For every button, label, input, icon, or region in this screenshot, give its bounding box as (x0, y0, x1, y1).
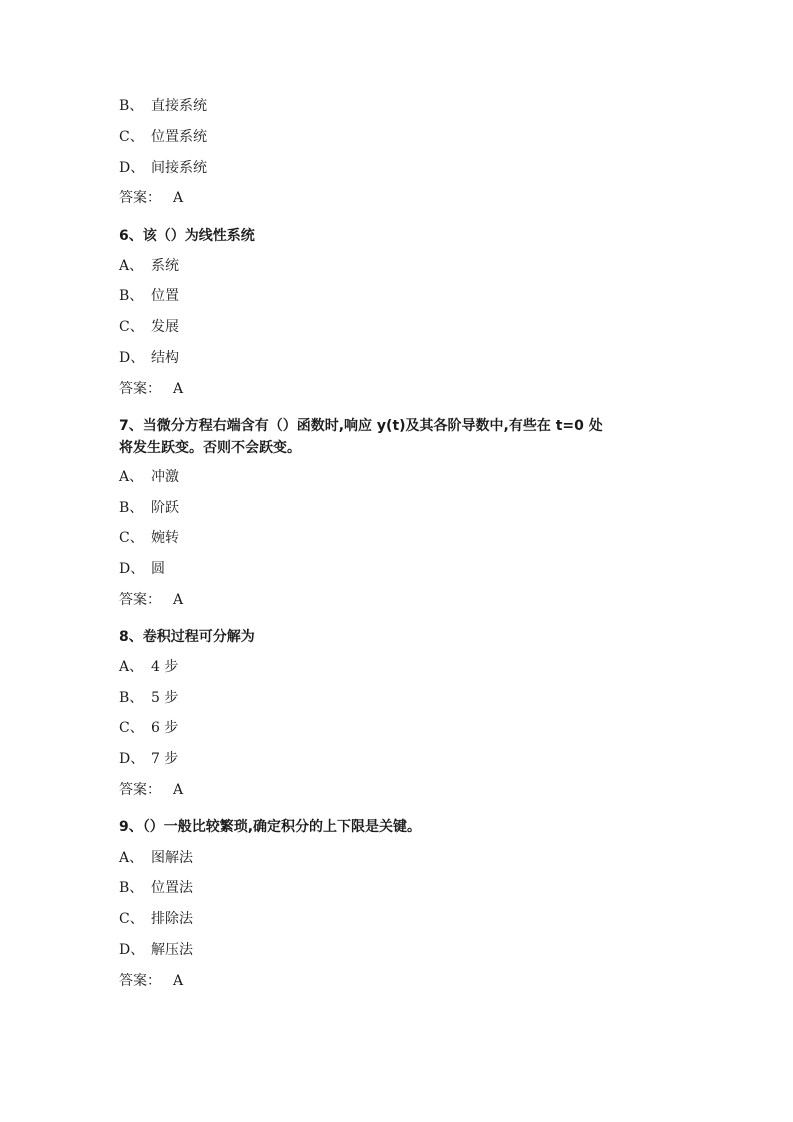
option-text: 7 步 (151, 751, 179, 767)
option-c (119, 911, 193, 927)
option-text: 直接系统 (151, 98, 207, 114)
option-a (119, 659, 178, 675)
option-b (119, 288, 179, 304)
option-c (119, 720, 178, 736)
option-a (119, 258, 179, 274)
option-letter: D、 (119, 561, 145, 577)
option-letter: D、 (119, 160, 145, 176)
answer-value: A (173, 782, 184, 798)
option-letter: D、 (119, 751, 145, 767)
answer-value: A (173, 190, 184, 206)
option-d (119, 350, 179, 366)
option-c (119, 319, 179, 335)
option-b (119, 98, 207, 114)
option-letter: A、 (119, 659, 144, 675)
answer-value: A (173, 592, 184, 608)
option-letter: C、 (119, 720, 144, 736)
question-8: 8、卷积过程可分解为 (119, 629, 255, 645)
answer-line (119, 782, 183, 798)
option-letter: A、 (119, 850, 144, 866)
option-a (119, 850, 193, 866)
question-6: 6、该（）为线性系统 (119, 228, 255, 244)
option-text: 位置法 (151, 880, 193, 896)
option-text: 图解法 (151, 850, 193, 866)
option-letter: C、 (119, 530, 144, 546)
option-letter: C、 (119, 319, 144, 335)
option-text: 4 步 (151, 659, 179, 675)
option-letter: B、 (119, 98, 144, 114)
question-7-line-1: 7、当微分方程右端含有（）函数时,响应 y(t)及其各阶导数中,有些在 t=0 处 (119, 418, 603, 434)
answer-label: 答案： (119, 190, 161, 206)
answer-line (119, 190, 183, 206)
answer-label: 答案： (119, 592, 161, 608)
option-b (119, 500, 179, 516)
option-c (119, 129, 207, 145)
option-letter: B、 (119, 880, 144, 896)
option-text: 结构 (151, 350, 179, 366)
option-text: 系统 (151, 258, 179, 274)
option-b (119, 690, 178, 706)
option-d (119, 942, 193, 958)
option-text: 解压法 (151, 942, 193, 958)
option-d (119, 160, 207, 176)
option-a (119, 469, 179, 485)
option-b (119, 880, 193, 896)
option-text: 阶跃 (151, 500, 179, 516)
option-letter: D、 (119, 942, 145, 958)
option-text: 位置系统 (151, 129, 207, 145)
option-letter: A、 (119, 469, 144, 485)
answer-line (119, 592, 183, 608)
option-text: 6 步 (151, 720, 179, 736)
answer-line (119, 973, 183, 989)
option-letter: B、 (119, 288, 144, 304)
answer-label: 答案： (119, 973, 161, 989)
option-letter: C、 (119, 911, 144, 927)
option-letter: D、 (119, 350, 145, 366)
answer-label: 答案： (119, 381, 161, 397)
option-c (119, 530, 179, 546)
option-letter: B、 (119, 500, 144, 516)
option-text: 圆 (151, 561, 165, 577)
option-text: 发展 (151, 319, 179, 335)
answer-value: A (173, 381, 184, 397)
option-letter: A、 (119, 258, 144, 274)
option-d (119, 751, 178, 767)
question-9: 9、（）一般比较繁琐,确定积分的上下限是关键。 (119, 819, 422, 835)
question-7-line-2: 将发生跃变。否则不会跃变。 (119, 440, 301, 456)
option-letter: C、 (119, 129, 144, 145)
answer-label: 答案： (119, 782, 161, 798)
answer-value: A (173, 973, 184, 989)
option-text: 婉转 (151, 530, 179, 546)
answer-line (119, 381, 183, 397)
option-text: 位置 (151, 288, 179, 304)
option-text: 5 步 (151, 690, 179, 706)
option-d (119, 561, 165, 577)
option-letter: B、 (119, 690, 144, 706)
option-text: 排除法 (151, 911, 193, 927)
option-text: 冲激 (151, 469, 179, 485)
option-text: 间接系统 (151, 160, 207, 176)
